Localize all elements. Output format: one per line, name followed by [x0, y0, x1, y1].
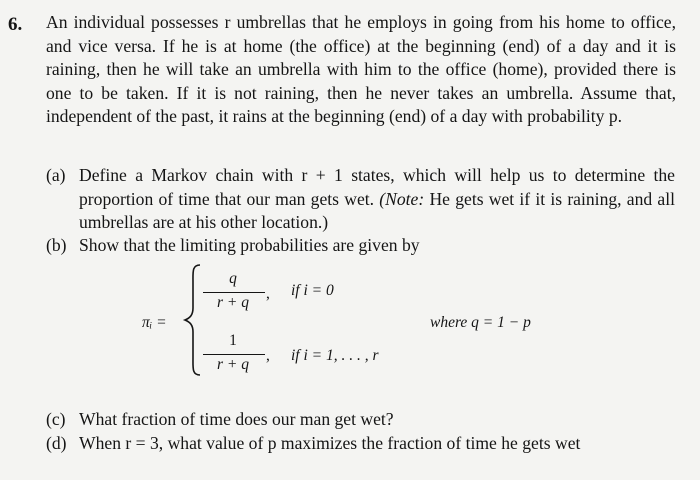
case2-denominator: r + q [217, 356, 249, 373]
case1-numerator: q [229, 270, 237, 287]
case2-punct: , [266, 347, 270, 364]
case2-condition: if i = 1, . . . , r [291, 347, 379, 364]
case1-denominator: r + q [217, 294, 249, 311]
part-c-text: What fraction of time does our man get wet? [79, 409, 394, 429]
problem-intro: An individual possesses r umbrellas that he employs in going from his home to office, and vice versa. If he is at home (the office) at the beginning (end) of a day and it is raining, then he will take an umbrella with him to the office (home), provided there is one to be taken. If it is not raining, then he never takes an umbrella. Assume that, independent of the past, it rains at the beginning (end) of a day with probability p. [46, 12, 676, 127]
part-c-letter: (c) [46, 409, 66, 429]
part-a-note-label: (Note: [379, 188, 425, 209]
part-b-letter: (b) [46, 235, 67, 255]
case2-fraction-bar [203, 354, 265, 355]
problem-number: 6. [8, 14, 23, 35]
part-a-letter: (a) [46, 165, 66, 185]
formula-lhs: πᵢ = [142, 314, 167, 331]
part-d-letter: (d) [46, 433, 67, 453]
part-b-text: Show that the limiting probabilities are given by [79, 235, 420, 255]
part-a-text: Define a Markov chain with r + 1 states, which will help us to determine the proportion of time that our man gets wet. [79, 165, 675, 209]
formula-where: where q = 1 − p [430, 314, 531, 331]
part-a-note-text: He gets wet if it is raining, and all umbrellas are at his other location.) [79, 188, 675, 233]
part-d-text: When r = 3, what value of p maximizes the fraction of time he gets wet [79, 433, 581, 453]
case1-condition: if i = 0 [291, 282, 334, 299]
case1-fraction-bar [203, 292, 265, 293]
case2-numerator: 1 [229, 332, 237, 349]
case1-punct: , [266, 285, 270, 302]
